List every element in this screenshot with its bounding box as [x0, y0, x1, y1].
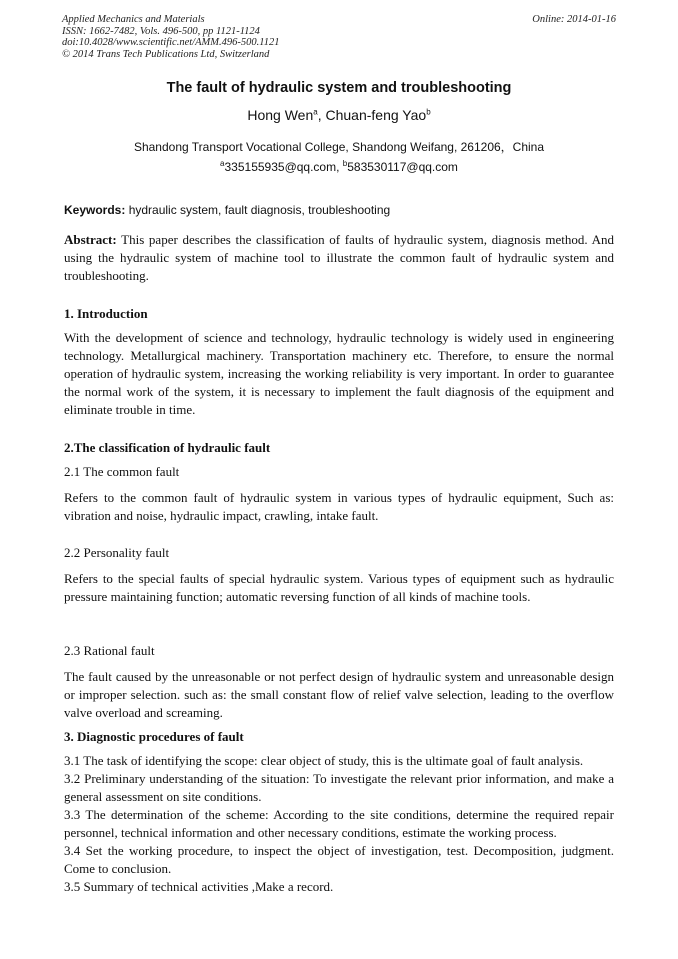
- doi: doi:10.4028/www.scientific.net/AMM.496-500.1121: [62, 37, 280, 48]
- section-1-text: With the development of science and technology, hydraulic technology is widely used in engineering technology. Metallurgical machinery. Transportation machinery etc. Therefore, to ensure the normal operation of hydraulic system, increasing the working reliability is very important. In order to guarantee the normal work of the system, it is necessary to implement the fault diagnosis of the equipment and eliminate trouble in time.: [64, 330, 614, 417]
- authors: [0, 107, 678, 123]
- section-2-3-heading: 2.3 Rational fault: [64, 643, 155, 658]
- section-2-3-text: The fault caused by the unreasonable or not perfect design of hydraulic system and unreasonable design or improper selection. such as: the small constant flow of relief valve selection, leading to the overflow valve overload and screaming.: [64, 669, 614, 720]
- author-separator: ,: [317, 107, 326, 123]
- issn: ISSN: 1662-7482, Vols. 496-500, pp 1121-1124: [62, 25, 260, 37]
- author-2: Chuan-feng Yao: [325, 107, 427, 123]
- paper-title: The fault of hydraulic system and troubleshooting: [166, 80, 512, 96]
- email-b-marker: b: [342, 159, 348, 168]
- journal-name: Applied Mechanics and Materials: [62, 14, 205, 25]
- email-a: 335155935@qq.com,: [224, 160, 343, 174]
- email-b: 583530117@qq.com: [347, 160, 458, 174]
- list-item: 3.1 The task of identifying the scope: clear object of study, this is the ultimate goal of fault analysis.: [64, 753, 584, 768]
- section-2-2-heading: 2.2 Personality fault: [64, 545, 170, 560]
- affiliation: Shandong Transport Vocational College, Shandong Weifang, 261206，China: [133, 140, 545, 154]
- journal-meta: [62, 14, 616, 60]
- section-2-1-heading: 2.1 The common fault: [64, 464, 180, 479]
- author-2-marker: b: [426, 107, 431, 117]
- list-item: 3.5 Summary of technical activities ,Make a record.: [64, 879, 334, 894]
- section-2-1-text: Refers to the common fault of hydraulic system in various types of hydraulic equipment, Such as: vibration and noise, hydraulic impact, crawling, intake fault.: [64, 490, 614, 523]
- abstract: [64, 231, 614, 285]
- author-1: Hong Wen: [247, 107, 314, 123]
- copyright: © 2014 Trans Tech Publications Ltd, Switzerland: [62, 48, 270, 60]
- section-2-heading: 2.The classification of hydraulic fault: [64, 440, 271, 455]
- list-item: 3.3 The determination of the scheme: According to the site conditions, determine the required repair personnel, technical information and other necessary conditions, estimate the working process.: [64, 807, 614, 840]
- list-item: 3.2 Preliminary understanding of the situation: To investigate the relevant prior information, and make a general assessment on site conditions.: [64, 771, 614, 804]
- list-item: 3.4 Set the working procedure, to inspect the object of investigation, test. Decomposition, judgment. Come to conclusion.: [64, 843, 614, 876]
- author-1-marker: a: [313, 107, 318, 117]
- section-3-list: [64, 752, 614, 896]
- emails: [0, 160, 678, 174]
- keywords-text: hydraulic system, fault diagnosis, troubleshooting: [125, 203, 391, 217]
- email-a-marker: a: [220, 159, 225, 168]
- keywords: [64, 203, 616, 217]
- section-1-heading: 1. Introduction: [64, 306, 148, 321]
- keywords-label: Keywords:: [64, 203, 126, 217]
- online-date: Online: 2014-01-16: [532, 14, 616, 25]
- section-3-heading: 3. Diagnostic procedures of fault: [64, 729, 244, 744]
- abstract-label: Abstract:: [64, 232, 117, 247]
- abstract-text: This paper describes the classification of faults of hydraulic system, diagnosis method. And using the hydraulic system of machine tool to illustrate the common fault of hydraulic system and troubleshooting.: [64, 232, 614, 283]
- section-2-2-text: Refers to the special faults of special hydraulic system. Various types of equipment such as hydraulic pressure maintaining function; automatic reversing function of all kinds of machine tools.: [64, 571, 614, 604]
